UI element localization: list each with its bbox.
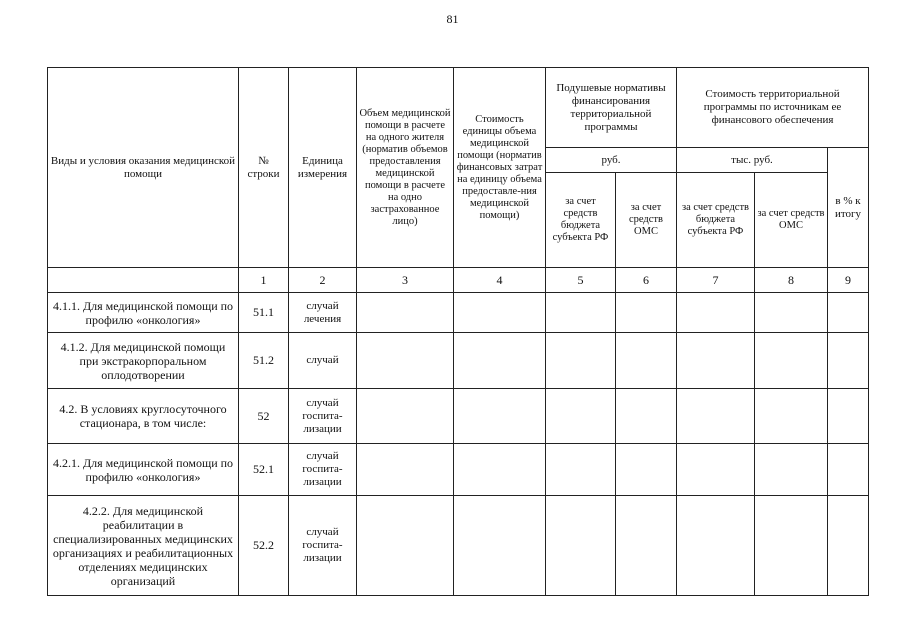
row-unit: случай госпита-лизации [289, 496, 357, 596]
row-unit: случай госпита-лизации [289, 444, 357, 496]
row-name: 4.1.2. Для медицинской помощи при экстракорпоральном оплодотворении [48, 333, 239, 389]
row-number: 52 [239, 389, 289, 444]
empty-cell [454, 496, 546, 596]
table-row [48, 293, 869, 333]
financing-table [47, 67, 869, 596]
header-per-capita-oms: за счет средств ОМС [616, 173, 677, 268]
header-program-cost-group: Стоимость территориальной программы по источникам ее финансового обеспечения [677, 68, 869, 148]
header-unit: Единица измерения [289, 68, 357, 268]
row-number: 52.1 [239, 444, 289, 496]
column-number: 5 [546, 268, 616, 293]
empty-cell [546, 333, 616, 389]
header-unit-rub: руб. [546, 148, 677, 173]
empty-cell [357, 333, 454, 389]
row-number: 52.2 [239, 496, 289, 596]
row-unit: случай лечения [289, 293, 357, 333]
column-number [48, 268, 239, 293]
row-unit: случай [289, 333, 357, 389]
header-unit-cost: Стоимость единицы объема медицинской помощи (норматив финансовых затрат на единицу объема предоставле-ния медицинской помощи) [454, 68, 546, 268]
row-number: 51.1 [239, 293, 289, 333]
empty-cell [677, 496, 755, 596]
table-row [48, 333, 869, 389]
empty-cell [828, 444, 869, 496]
column-number: 6 [616, 268, 677, 293]
header-cost-oms: за счет средств ОМС [755, 173, 828, 268]
empty-cell [357, 496, 454, 596]
empty-cell [616, 293, 677, 333]
empty-cell [546, 389, 616, 444]
empty-cell [828, 496, 869, 596]
header-row-number: № строки [239, 68, 289, 268]
empty-cell [755, 496, 828, 596]
row-name: 4.2. В условиях круглосуточного стационара, в том числе: [48, 389, 239, 444]
empty-cell [616, 333, 677, 389]
empty-cell [828, 293, 869, 333]
column-number: 9 [828, 268, 869, 293]
empty-cell [616, 444, 677, 496]
column-number: 2 [289, 268, 357, 293]
header-percent-of-total: в % к итогу [828, 148, 869, 268]
empty-cell [828, 389, 869, 444]
row-unit: случай госпита-лизации [289, 389, 357, 444]
empty-cell [357, 444, 454, 496]
row-name: 4.2.1. Для медицинской помощи по профилю «онкология» [48, 444, 239, 496]
header-type-conditions: Виды и условия оказания медицинской помощи [48, 68, 239, 268]
table-row [48, 496, 869, 596]
header-per-capita-group: Подушевые нормативы финансирования территориальной программы [546, 68, 677, 148]
empty-cell [677, 293, 755, 333]
empty-cell [755, 333, 828, 389]
empty-cell [546, 293, 616, 333]
empty-cell [454, 333, 546, 389]
empty-cell [357, 389, 454, 444]
row-number: 51.2 [239, 333, 289, 389]
column-number: 1 [239, 268, 289, 293]
header-per-capita-budget: за счет средств бюджета субъекта РФ [546, 173, 616, 268]
empty-cell [677, 389, 755, 444]
empty-cell [828, 333, 869, 389]
empty-cell [454, 444, 546, 496]
empty-cell [616, 496, 677, 596]
table-row [48, 389, 869, 444]
empty-cell [677, 333, 755, 389]
row-name: 4.1.1. Для медицинской помощи по профилю «онкология» [48, 293, 239, 333]
empty-cell [755, 389, 828, 444]
row-name: 4.2.2. Для медицинской реабилитации в специализированных медицинских организациях и реабилитационных отделениях медицинских организаций [48, 496, 239, 596]
header-cost-budget: за счет средств бюджета субъекта РФ [677, 173, 755, 268]
header-volume: Объем медицинской помощи в расчете на одного жителя (норматив объемов предоставления медицинской помощи в расчете на одно застрахованное лицо) [357, 68, 454, 268]
empty-cell [546, 444, 616, 496]
empty-cell [357, 293, 454, 333]
empty-cell [454, 389, 546, 444]
empty-cell [454, 293, 546, 333]
empty-cell [677, 444, 755, 496]
empty-cell [616, 389, 677, 444]
column-number: 3 [357, 268, 454, 293]
empty-cell [755, 293, 828, 333]
empty-cell [546, 496, 616, 596]
header-unit-thous-rub: тыс. руб. [677, 148, 828, 173]
column-number: 8 [755, 268, 828, 293]
column-number: 7 [677, 268, 755, 293]
page-number: 81 [446, 12, 459, 26]
empty-cell [755, 444, 828, 496]
column-number: 4 [454, 268, 546, 293]
table-row [48, 444, 869, 496]
column-numbers-row [48, 268, 869, 293]
